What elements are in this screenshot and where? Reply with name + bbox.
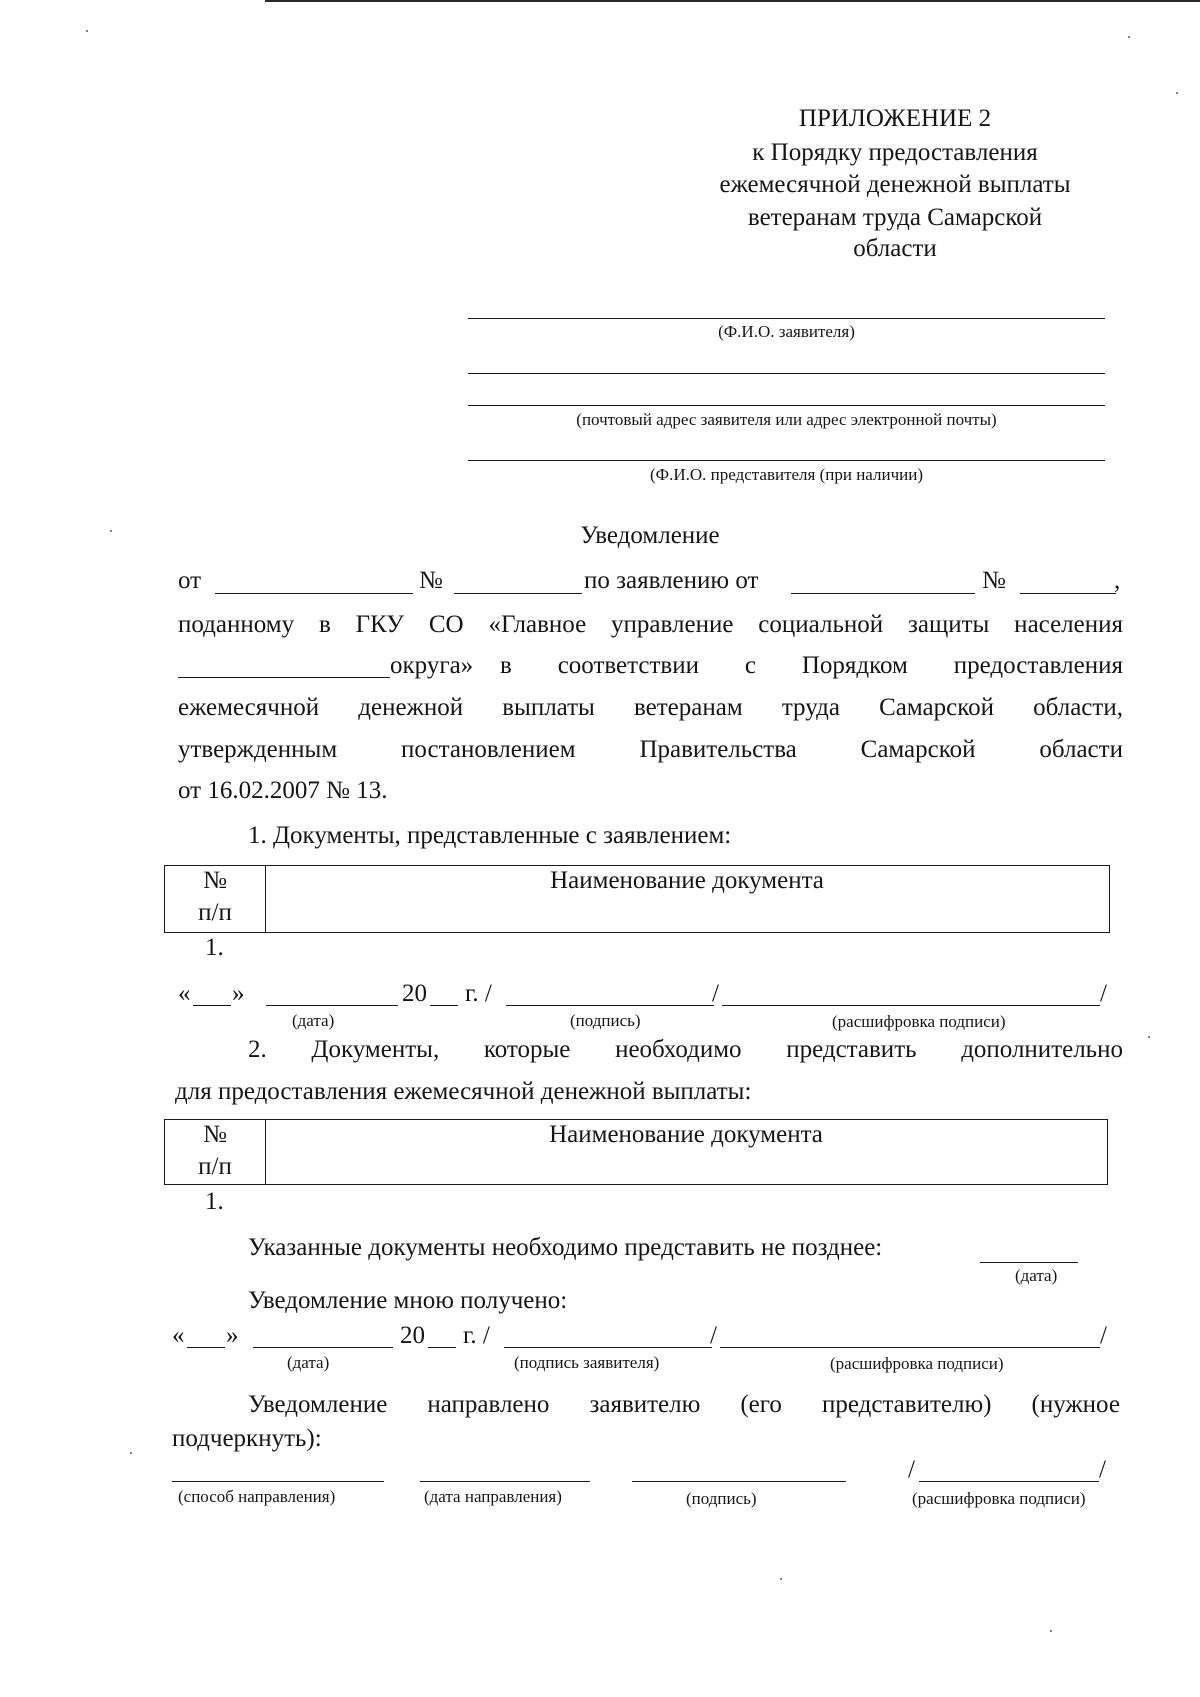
notice-title: Уведомление (580, 522, 720, 549)
word: представить (786, 1036, 917, 1063)
sent-line-2: подчеркнуть): (172, 1425, 322, 1452)
deadline-date-field[interactable] (980, 1262, 1078, 1263)
sig2-year-field[interactable] (428, 1347, 456, 1348)
word: Уведомление (248, 1391, 388, 1418)
word: представителю) (821, 1391, 992, 1418)
scan-top-edge (265, 0, 1200, 2)
sent-method-caption: (способ направления) (178, 1487, 336, 1506)
sig1-decode-field[interactable] (722, 1005, 1100, 1006)
sig1-quote-open: « (178, 980, 191, 1007)
notice-body-line-2: поданному в ГКУ СО «Главное управление социальной защиты населения (178, 611, 1123, 638)
sig2-decode-caption: (расшифровка подписи) (830, 1354, 1004, 1373)
sent-date-caption: (дата направления) (424, 1487, 562, 1506)
sig2-sign-caption: (подпись заявителя) (514, 1353, 660, 1372)
sig2-year-prefix: 20 (400, 1322, 425, 1349)
sent-signature-field[interactable] (632, 1481, 846, 1482)
sig1-decode-caption: (расшифровка подписи) (832, 1012, 1006, 1031)
sent-decode-caption: (расшифровка подписи) (912, 1489, 1086, 1508)
sig1-sign-caption: (подпись) (570, 1011, 641, 1030)
column-number-label: № (203, 867, 227, 894)
notice-by-application-label: по заявлению от (584, 567, 759, 594)
word: ветеранам (634, 694, 743, 721)
appendix-subtitle-2: ежемесячной денежной выплаты (719, 171, 1071, 198)
sent-sign-caption: (подпись) (686, 1489, 757, 1508)
deadline-text: Указанные документы необходимо представить не позднее: (248, 1234, 883, 1261)
sig1-day-field[interactable] (193, 1005, 231, 1006)
application-number-field[interactable] (1020, 593, 1116, 594)
word: предоставления (953, 652, 1123, 679)
sig1-signature-field[interactable] (506, 1005, 714, 1006)
column-number-label-2: п/п (198, 1153, 232, 1180)
sig1-year-field[interactable] (430, 1005, 458, 1006)
sig1-quote-close: » (232, 980, 245, 1007)
sent-slash-open: / (908, 1456, 915, 1483)
sig2-quote-close: » (226, 1322, 239, 1349)
sig1-year-suffix: г. / (465, 980, 492, 1007)
word: постановлением (401, 736, 576, 763)
word: области, (1033, 694, 1123, 721)
word: Порядком (801, 652, 908, 679)
word: ежемесячной (178, 694, 320, 721)
scan-speck (86, 30, 88, 32)
column-document-name: Наименование документа (550, 867, 824, 894)
sig2-slash-mid: / (710, 1322, 717, 1349)
deadline-date-caption: (дата) (1015, 1266, 1058, 1285)
word: заявителю (589, 1391, 701, 1418)
sig2-signature-field[interactable] (504, 1347, 712, 1348)
word: соответствии (557, 652, 699, 679)
scan-speck (1176, 92, 1178, 94)
application-date-field[interactable] (791, 593, 975, 594)
word: Самарской (879, 694, 994, 721)
sent-method-field[interactable] (172, 1481, 384, 1482)
column-number-label-2: п/п (198, 899, 232, 926)
word: Самарской (860, 736, 976, 763)
appendix-subtitle-3: ветеранам труда Самарской (747, 204, 1043, 231)
word: с (744, 652, 756, 679)
word: труда (781, 694, 840, 721)
notice-body-line-5 (178, 735, 1123, 765)
applicant-fio-line[interactable] (468, 318, 1105, 319)
sig2-date-caption: (дата) (287, 1353, 330, 1372)
word: (его (740, 1391, 782, 1418)
notice-body-line-3 (500, 651, 1123, 681)
appendix-subtitle-1: к Порядку предоставления (752, 139, 1038, 166)
notice-body-line-6: от 16.02.2007 № 13. (178, 777, 388, 804)
notice-number-label: № (419, 567, 443, 594)
sig2-month-field[interactable] (253, 1347, 393, 1348)
sig1-slash-end: / (1100, 980, 1107, 1007)
column-document-name: Наименование документа (549, 1121, 823, 1148)
applicant-address-line-2[interactable] (468, 405, 1105, 406)
scan-speck (1148, 1036, 1150, 1038)
section1-row-1: 1. (205, 934, 224, 961)
sig1-slash-mid: / (712, 980, 719, 1007)
notice-comma: , (1114, 567, 1121, 594)
applicant-fio-caption: (Ф.И.О. заявителя) (718, 322, 855, 341)
scan-speck (780, 1578, 782, 1580)
sent-date-field[interactable] (420, 1481, 590, 1482)
section2-table-header (164, 1119, 1108, 1185)
column-number-label: № (203, 1121, 227, 1148)
word: денежной (358, 694, 464, 721)
scan-speck (1128, 36, 1130, 38)
sig2-quote-open: « (172, 1322, 185, 1349)
representative-fio-caption: (Ф.И.О. представителя (при наличии) (650, 465, 923, 484)
word: Правительства (639, 736, 797, 763)
word: Документы, (311, 1036, 440, 1063)
appendix-title: ПРИЛОЖЕНИЕ 2 (798, 105, 992, 132)
representative-fio-line[interactable] (468, 460, 1105, 461)
word: в (500, 652, 512, 679)
sent-decode-field[interactable] (919, 1481, 1099, 1482)
sig1-date-caption: (дата) (292, 1011, 335, 1030)
application-number-label: № (982, 567, 1006, 594)
sig2-year-suffix: г. / (463, 1322, 490, 1349)
word: 2. (248, 1036, 267, 1063)
sig1-month-field[interactable] (266, 1005, 398, 1006)
appendix-subtitle-4: области (853, 235, 937, 262)
section2-heading-line-1 (248, 1035, 1123, 1065)
applicant-address-caption: (почтовый адрес заявителя или адрес электронной почты) (576, 410, 997, 429)
applicant-address-line-1[interactable] (468, 373, 1105, 374)
sent-line-1 (248, 1390, 1120, 1420)
word: выплаты (502, 694, 595, 721)
scan-speck (110, 530, 112, 532)
word: необходимо (615, 1036, 742, 1063)
notice-date-field[interactable] (215, 593, 413, 594)
word: которые (483, 1036, 571, 1063)
section2-heading-line-2: для предоставления ежемесячной денежной выплаты: (175, 1078, 752, 1105)
notice-body-line-4 (178, 693, 1123, 723)
word: утвержденным (178, 736, 338, 763)
sig2-day-field[interactable] (187, 1347, 225, 1348)
section1-heading: 1. Документы, представленные с заявлением: (248, 822, 732, 849)
sig1-year-prefix: 20 (402, 980, 427, 1007)
scan-speck (1050, 1630, 1052, 1632)
word: направлено (427, 1391, 550, 1418)
word: области (1039, 736, 1123, 763)
notice-from-label: от (178, 567, 202, 594)
scan-speck (130, 1452, 132, 1454)
received-text: Уведомление мною получено: (248, 1287, 568, 1314)
notice-number-field[interactable] (454, 593, 582, 594)
notice-okruga: округа» (390, 652, 474, 679)
sig2-slash-end: / (1100, 1322, 1107, 1349)
section2-row-1: 1. (205, 1188, 224, 1215)
word: дополнительно (961, 1036, 1123, 1063)
district-name-field[interactable] (178, 677, 390, 678)
sig2-decode-field[interactable] (720, 1347, 1100, 1348)
section1-table-header (164, 865, 1110, 933)
sent-slash-close: / (1099, 1456, 1106, 1483)
word: (нужное (1031, 1391, 1120, 1418)
